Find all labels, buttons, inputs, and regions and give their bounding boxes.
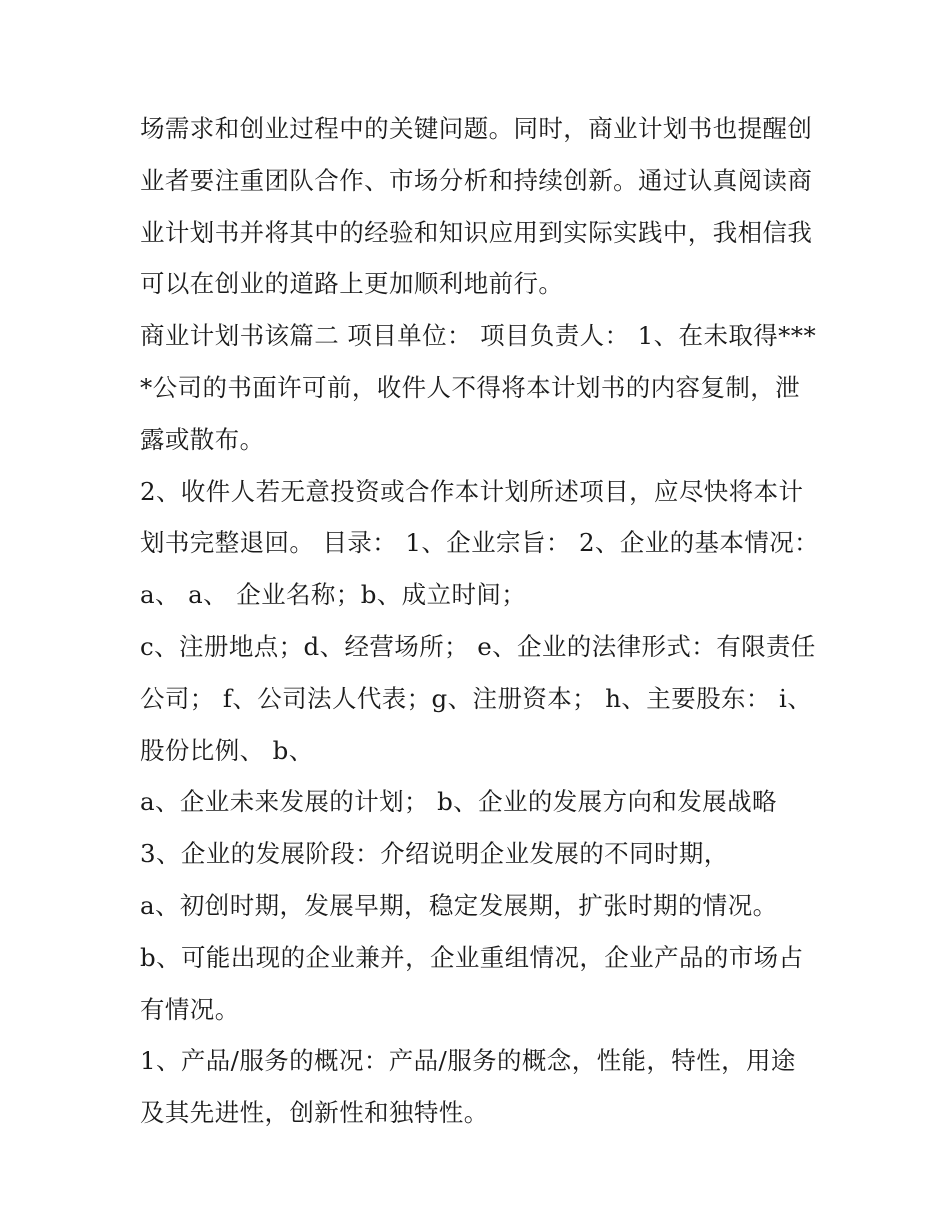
document-body bbox=[140, 103, 820, 1139]
paragraph-mergers: b、可能出现的企业兼并，企业重组情况，企业产品的市场占有情况。 bbox=[140, 942, 804, 1024]
paragraph-company-name: a、 a、 企业名称；b、成立时间； bbox=[140, 580, 527, 610]
paragraph-intro-conclusion: 场需求和创业过程中的关键问题。同时，商业计划书也提醒创业者要注重团队合作、市场分析和持续创新。通过认真阅读商业计划书并将其中的经验和知识应用到实际实践中，我相信我可以在创业的道路上更加顺利地前行。 bbox=[140, 114, 813, 299]
paragraph-company-details: c、注册地点；d、经营场所； e、企业的法律形式：有限责任公司； f、公司法人代表；g、注册资本； h、主要股东： i、股份比例、 b、 bbox=[140, 631, 816, 765]
paragraph-product-overview: 1、产品/服务的概况：产品/服务的概念，性能，特性，用途及其先进性，创新性和独特性。 bbox=[140, 1046, 796, 1128]
paragraph-stages: a、初创时期，发展早期，稳定发展期，扩张时期的情况。 bbox=[140, 890, 778, 920]
paragraph-future-plan: a、企业未来发展的计划； b、企业的发展方向和发展战略 3、企业的发展阶段：介绍说明企业发展的不同时期， bbox=[140, 787, 786, 869]
paragraph-section-two-header: 商业计划书该篇二 项目单位： 项目负责人： 1、在未取得****公司的书面许可前，收件人不得将本计划书的内容复制，泄露或散布。 bbox=[140, 321, 817, 454]
paragraph-return-notice: 2、收件人若无意投资或合作本计划所述项目，应尽快将本计划书完整退回。 目录： 1、企业宗旨： 2、企业的基本情况： bbox=[140, 476, 820, 558]
